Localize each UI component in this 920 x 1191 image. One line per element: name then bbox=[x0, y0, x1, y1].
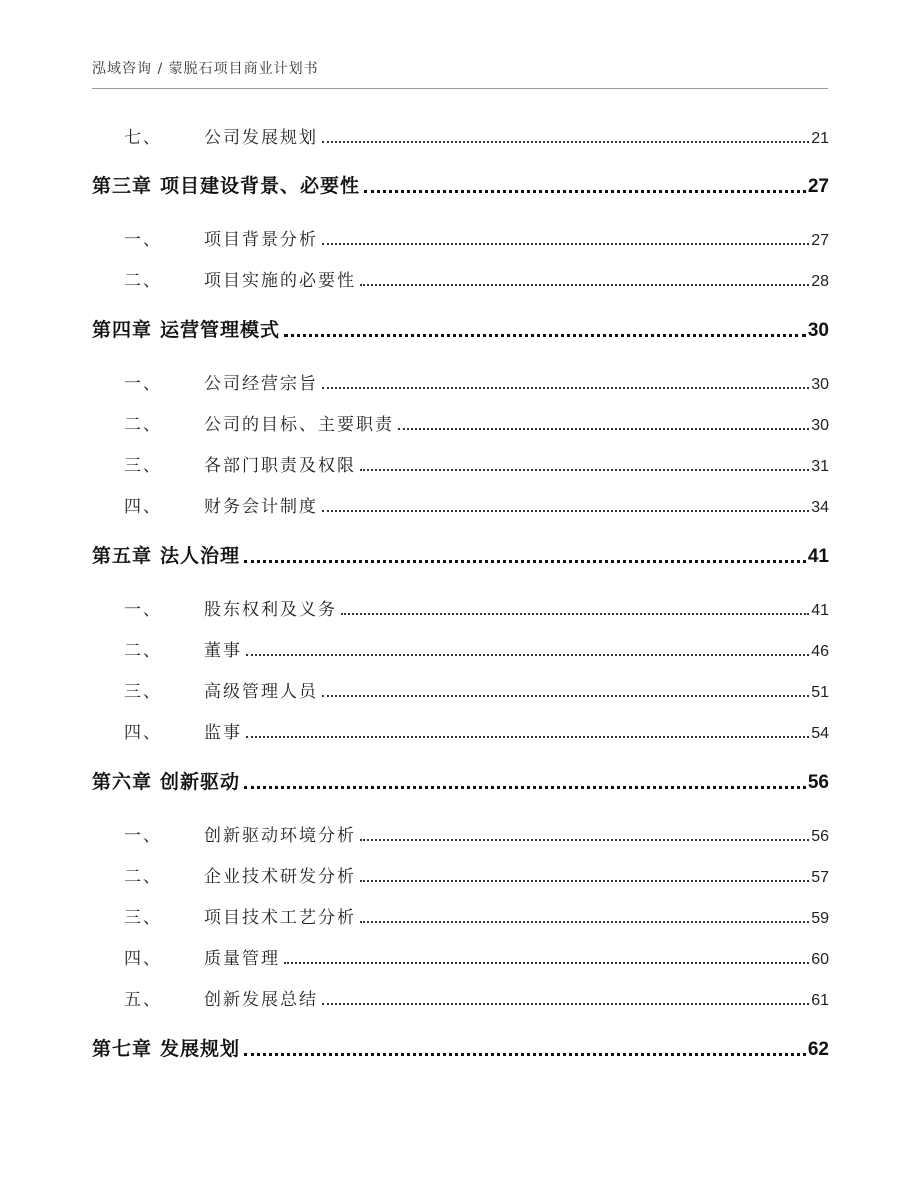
dot-leader bbox=[322, 386, 809, 389]
toc-entry[interactable] bbox=[92, 594, 829, 620]
toc-entry-number: 二、 bbox=[124, 867, 162, 887]
toc-entry-title: 监事 bbox=[204, 723, 242, 743]
toc-entry-page: 31 bbox=[811, 458, 829, 475]
toc-chapter-number: 第四章 bbox=[92, 319, 153, 341]
toc-chapter[interactable] bbox=[92, 768, 829, 794]
toc-entry[interactable] bbox=[92, 409, 829, 435]
toc-chapter[interactable] bbox=[92, 1035, 829, 1061]
toc-entry-number: 七、 bbox=[124, 128, 162, 148]
toc-entry-number: 三、 bbox=[124, 908, 162, 928]
toc-entry[interactable] bbox=[92, 902, 829, 928]
toc-entry-page: 59 bbox=[811, 910, 829, 927]
toc-entry-title: 公司的目标、主要职责 bbox=[204, 415, 394, 435]
toc-entry-title: 企业技术研发分析 bbox=[204, 867, 356, 887]
dot-leader bbox=[360, 468, 809, 471]
dot-leader bbox=[244, 785, 806, 789]
running-header: 泓域咨询 / 蒙脱石项目商业计划书 bbox=[92, 61, 319, 77]
toc-entry-title: 董事 bbox=[204, 641, 242, 661]
toc-entry-number: 一、 bbox=[124, 600, 162, 620]
toc-entry-title: 股东权利及义务 bbox=[204, 600, 337, 620]
dot-leader bbox=[341, 612, 809, 615]
toc-entry-number: 一、 bbox=[124, 374, 162, 394]
toc-entry[interactable] bbox=[92, 635, 829, 661]
toc-entry-page: 51 bbox=[811, 684, 829, 701]
toc-chapter-page: 27 bbox=[807, 176, 829, 197]
dot-leader bbox=[244, 1052, 806, 1056]
dot-leader bbox=[244, 559, 806, 563]
toc-chapter-page: 30 bbox=[807, 320, 829, 341]
toc-chapter-number: 第五章 bbox=[92, 545, 153, 567]
toc-entry-title: 高级管理人员 bbox=[204, 682, 318, 702]
toc-entry-page: 46 bbox=[811, 643, 829, 660]
toc-entry-page: 34 bbox=[811, 499, 829, 516]
toc-entry-number: 二、 bbox=[124, 271, 162, 291]
toc-chapter-number: 第七章 bbox=[92, 1038, 153, 1060]
toc-chapter[interactable] bbox=[92, 172, 829, 198]
toc-entry-title: 项目背景分析 bbox=[204, 230, 318, 250]
toc-entry[interactable] bbox=[92, 717, 829, 743]
dot-leader bbox=[322, 1002, 809, 1005]
toc-chapter-title: 项目建设背景、必要性 bbox=[160, 175, 361, 197]
toc-entry-number: 四、 bbox=[124, 723, 162, 743]
toc-entry[interactable] bbox=[92, 861, 829, 887]
dot-leader bbox=[360, 879, 809, 882]
toc-entry-page: 30 bbox=[811, 376, 829, 393]
toc-entry-number: 二、 bbox=[124, 415, 162, 435]
toc-chapter-title: 创新驱动 bbox=[160, 771, 241, 793]
toc-entry-title: 财务会计制度 bbox=[204, 497, 318, 517]
toc-entry-number: 二、 bbox=[124, 641, 162, 661]
toc-chapter-page: 62 bbox=[807, 1039, 829, 1060]
toc-entry-page: 28 bbox=[811, 273, 829, 290]
toc-entry-title: 创新发展总结 bbox=[204, 990, 318, 1010]
toc-entry[interactable] bbox=[92, 450, 829, 476]
toc-chapter[interactable] bbox=[92, 316, 829, 342]
toc-entry-title: 项目实施的必要性 bbox=[204, 271, 356, 291]
toc-entry-number: 三、 bbox=[124, 682, 162, 702]
toc-entry[interactable] bbox=[92, 820, 829, 846]
toc-chapter-number: 第六章 bbox=[92, 771, 153, 793]
toc-chapter-page: 41 bbox=[807, 546, 829, 567]
toc-entry-number: 一、 bbox=[124, 826, 162, 846]
toc-entry-page: 56 bbox=[811, 828, 829, 845]
toc-entry-number: 一、 bbox=[124, 230, 162, 250]
toc-entry[interactable] bbox=[92, 676, 829, 702]
dot-leader bbox=[322, 140, 809, 143]
toc-entry[interactable] bbox=[92, 122, 829, 148]
toc-entry-page: 27 bbox=[811, 232, 829, 249]
toc-entry-page: 41 bbox=[811, 602, 829, 619]
toc-entry-page: 54 bbox=[811, 725, 829, 742]
toc-entry-title: 公司发展规划 bbox=[204, 128, 318, 148]
toc-entry-number: 四、 bbox=[124, 949, 162, 969]
toc-chapter-number: 第三章 bbox=[92, 175, 153, 197]
toc-entry[interactable] bbox=[92, 265, 829, 291]
toc-entry[interactable] bbox=[92, 943, 829, 969]
dot-leader bbox=[284, 961, 809, 964]
toc-chapter-title: 发展规划 bbox=[160, 1038, 241, 1060]
dot-leader bbox=[360, 283, 809, 286]
toc-entry[interactable] bbox=[92, 491, 829, 517]
toc-entry-number: 三、 bbox=[124, 456, 162, 476]
toc-entry[interactable] bbox=[92, 984, 829, 1010]
toc-entry-page: 57 bbox=[811, 869, 829, 886]
header-divider bbox=[92, 88, 828, 89]
dot-leader bbox=[360, 838, 809, 841]
dot-leader bbox=[284, 333, 806, 337]
toc-entry-title: 项目技术工艺分析 bbox=[204, 908, 356, 928]
toc-entry[interactable] bbox=[92, 224, 829, 250]
dot-leader bbox=[322, 694, 809, 697]
toc-entry-title: 质量管理 bbox=[204, 949, 280, 969]
toc-chapter[interactable] bbox=[92, 542, 829, 568]
dot-leader bbox=[246, 735, 809, 738]
dot-leader bbox=[364, 189, 806, 193]
toc-chapter-title: 法人治理 bbox=[160, 545, 241, 567]
toc-entry[interactable] bbox=[92, 368, 829, 394]
toc-entry-page: 61 bbox=[811, 992, 829, 1009]
toc-entry-page: 60 bbox=[811, 951, 829, 968]
toc-chapter-page: 56 bbox=[807, 772, 829, 793]
toc-entry-title: 创新驱动环境分析 bbox=[204, 826, 356, 846]
dot-leader bbox=[322, 509, 809, 512]
dot-leader bbox=[246, 653, 809, 656]
toc-entry-number: 五、 bbox=[124, 990, 162, 1010]
toc-entry-number: 四、 bbox=[124, 497, 162, 517]
toc-entry-title: 公司经营宗旨 bbox=[204, 374, 318, 394]
dot-leader bbox=[398, 427, 809, 430]
dot-leader bbox=[360, 920, 809, 923]
toc-entry-title: 各部门职责及权限 bbox=[204, 456, 356, 476]
toc-entry-page: 30 bbox=[811, 417, 829, 434]
toc-entry-page: 21 bbox=[811, 130, 829, 147]
toc-chapter-title: 运营管理模式 bbox=[160, 319, 281, 341]
dot-leader bbox=[322, 242, 809, 245]
